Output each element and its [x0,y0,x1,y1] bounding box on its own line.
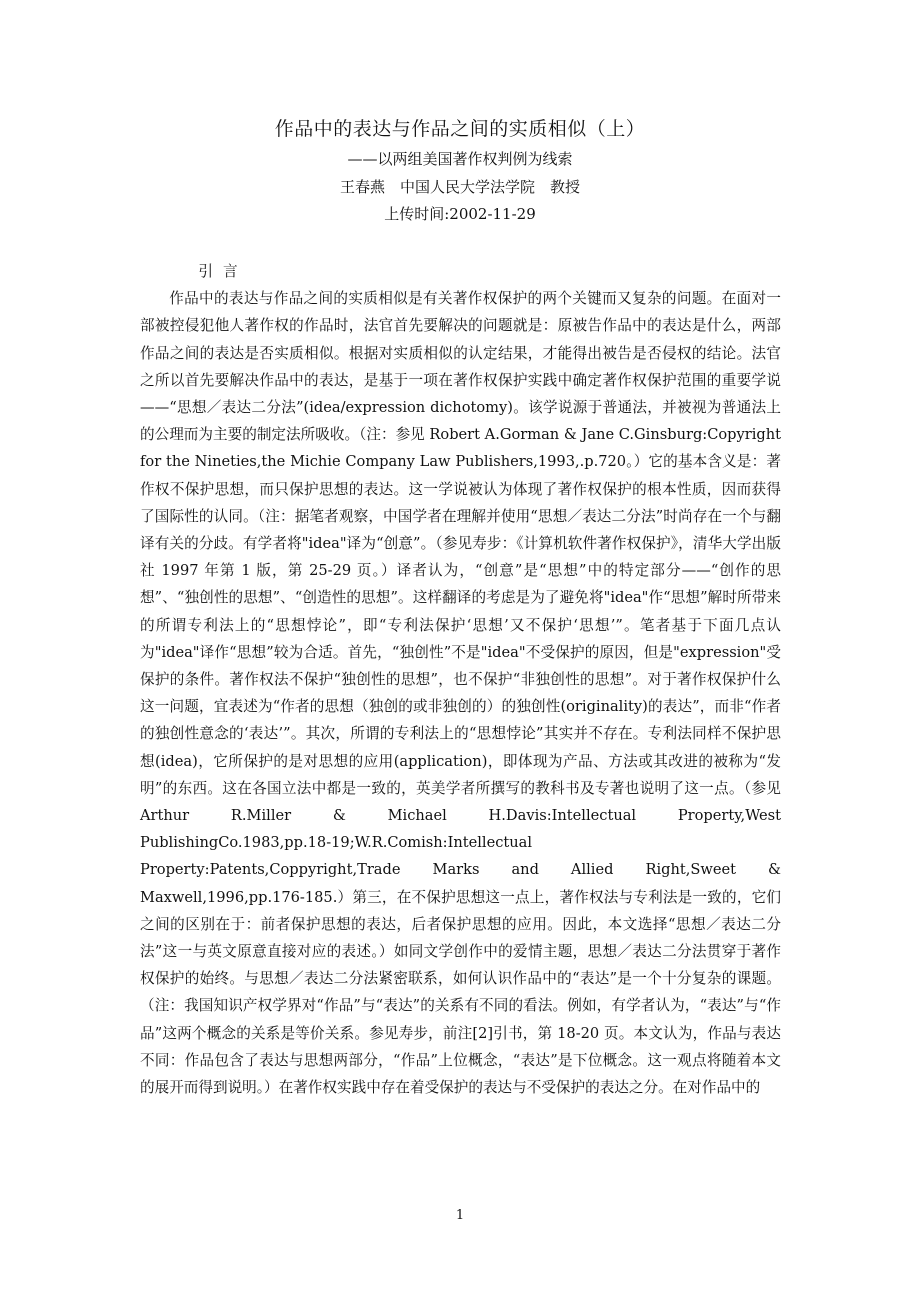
document-title: 作品中的表达与作品之间的实质相似（上） [274,118,646,140]
document-subtitle: ——以两组美国著作权判例为线索 [347,150,573,168]
article-body [140,258,781,1101]
body-paragraph: 作品中的表达与作品之间的实质相似是有关著作权保护的两个关键而又复杂的问题。在面对一部被控侵犯他人著作权的作品时，法官首先要解决的问题就是：原被告作品中的表达是什么，两部作品之间的表达是否实质相似。根据对实质相似的认定结果，才能得出被告是否侵权的结论。法官之所以首先要解决作品中的表达，是基于一项在著作权保护实践中确定著作权保护范围的重要学说——“思想／表达二分法”(idea/expression dichotomy)。该学说源于普通法，并被视为普通法上的公理而为主要的制定法所吸收。（注：参见 Robert A.Gorman & Jane C.Ginsburg:Copyright for the Nineties,the Michie Company Law Publishers,1993,.p.720。）它的基本含义是：著作权不保护思想，而只保护思想的表达。这一学说被认为体现了著作权保护的根本性质，因而获得了国际性的认同。（注：据笔者观察，中国学者在理解并使用“思想／表达二分法”时尚存在一个与翻译有关的分歧。有学者将"idea"译为“创意”。（参见寿步：《计算机软件著作权保护》，清华大学出版社 1997 年第 1 版，第 25-29 页。）译者认为，“创意”是“思想”中的特定部分——“创作的思想”、“独创性的思想”、“创造性的思想”。这样翻译的考虑是为了避免将"idea"作“思想”解时所带来的所谓专利法上的“思想悖论”，即“专利法保护‘思想’又不保护‘思想’”。笔者基于下面几点认为"idea"译作“思想”较为合适。首先，“独创性”不是"idea"不受保护的原因，但是"expression"受保护的条件。著作权法不保护“独创性的思想”，也不保护“非独创性的思想”。对于著作权保护什么这一问题，宜表述为“作者的思想（独创的或非独创的）的独创性(originality)的表达”，而非“作者的独创性意念的‘表达’”。其次，所谓的专利法上的“思想悖论”其实并不存在。专利法同样不保护思想(idea)，它所保护的是对思想的应用(application)，即体现为产品、方法或其改进的被称为“发明”的东西。这在各国立法中都是一致的，英美学者所撰写的教科书及专著也说明了这一点。（参见 Arthur R.Miller & Michael H.Davis:Intellectual Property,West PublishingCo.1983,pp.18-19;W.R.Comish:Intellectual Property:Patents,Coppyright,Trade Marks and Allied Right,Sweet & Maxwell,1996,pp.176-185.）第三，在不保护思想这一点上，著作权法与专利法是一致的，它们之间的区别在于：前者保护思想的表达，后者保护思想的应用。因此，本文选择“思想／表达二分法”这一与英文原意直接对应的表述。）如同文学创作中的爱情主题，思想／表达二分法贯穿于著作权保护的始终。与思想／表达二分法紧密联系，如何认识作品中的“表达”是一个十分复杂的课题。（注：我国知识产权学界对“作品”与“表达”的关系有不同的看法。例如，有学者认为，“表达”与“作品”这两个概念的关系是等价关系。参见寿步，前注[2]引书，第 18-20 页。本文认为，作品与表达不同：作品包含了表达与思想两部分，“作品”上位概念，“表达”是下位概念。这一观点将随着本文的展开而得到说明。）在著作权实践中存在着受保护的表达与不受保护的表达之分。在对作品中的 [140,290,781,1097]
author-line: 王春燕 中国人民大学法学院 教授 [339,178,580,196]
section-heading: 引言 [198,263,248,280]
page-number: 1 [455,1208,465,1223]
upload-date: 上传时间:2002-11-29 [384,205,536,223]
